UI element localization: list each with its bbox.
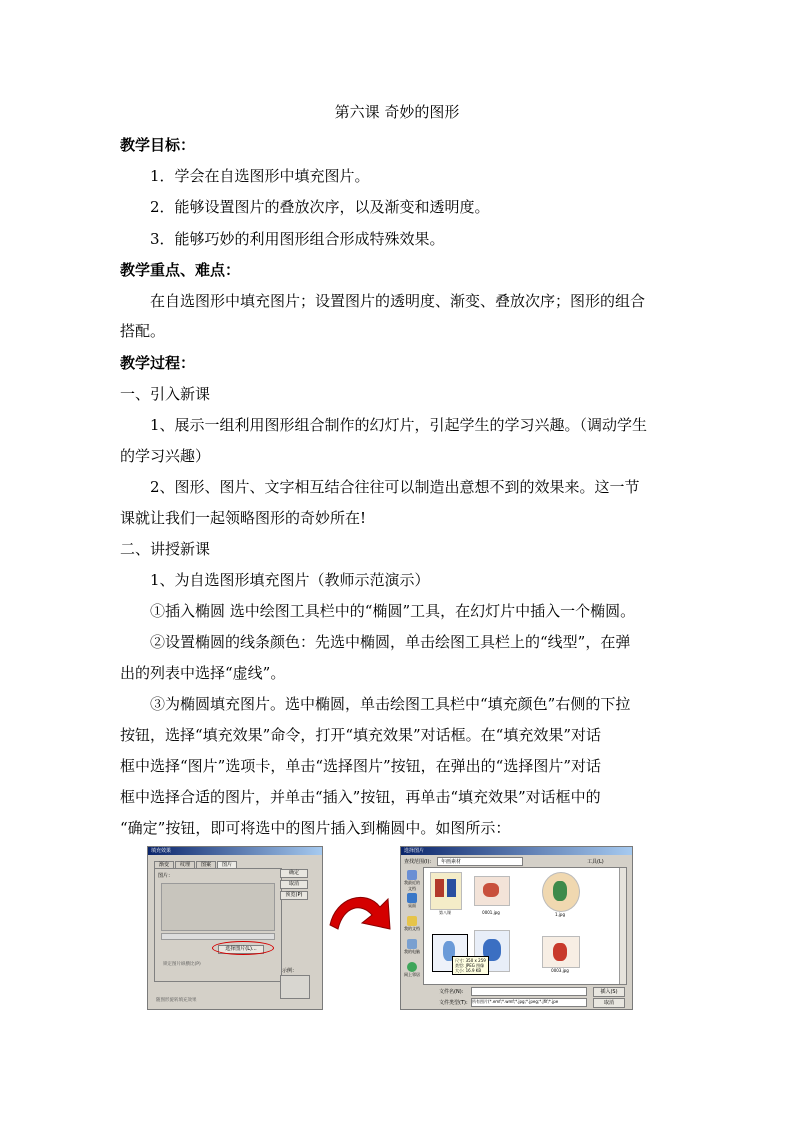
select-cancel-button[interactable]: 取消 — [593, 998, 625, 1008]
image-thumbnail-0003[interactable] — [542, 936, 580, 968]
picture-tab-panel — [154, 868, 282, 982]
filetype-label: 文件类型(T): — [439, 1000, 468, 1006]
place-recent[interactable]: 我最近的文档 — [403, 870, 421, 892]
lookin-value: 年画素材 — [441, 859, 462, 865]
sample-preview — [280, 975, 310, 999]
rotate-with-shape-checkbox[interactable]: 随图形旋转填充效果 — [156, 998, 197, 1003]
keypoints-text-1: 在自选图形中填充图片；设置图片的透明度、渐变、叠放次序；图形的组合 — [150, 292, 646, 310]
picture-label: 图片： — [158, 873, 174, 879]
folder-thumbnail[interactable] — [430, 872, 462, 910]
section-1-heading: 一、引入新课 — [120, 385, 211, 403]
lock-aspect-checkbox[interactable]: 锁定图片纵横比(P) — [163, 962, 201, 967]
tab-pattern[interactable]: 图案 — [196, 861, 216, 869]
filetype-value: 所有图片(*.emf;*.wmf;*.jpg;*.jpeg;*.jfif;*.jpe — [472, 999, 559, 1004]
file-label-3: 1.jpg — [554, 912, 565, 917]
my-documents-icon — [407, 916, 417, 926]
highlight-oval — [212, 941, 274, 955]
select-dialog-titlebar: 选择图片 — [401, 847, 632, 855]
desktop-icon — [407, 893, 417, 903]
place-my-computer[interactable]: 我的电脑 — [403, 939, 421, 961]
subheading-1: 1、为自选图形填充图片（教师示范演示） — [150, 571, 430, 589]
paragraph-1-line-1: 1、展示一组利用图形组合制作的幻灯片，引起学生的学习兴趣。（调动学生 — [150, 416, 648, 434]
lookin-select[interactable] — [437, 857, 523, 866]
my-computer-icon — [407, 939, 417, 949]
cancel-button[interactable]: 取消 — [280, 880, 308, 889]
tab-texture[interactable]: 纹理 — [175, 861, 195, 869]
picture-name-field — [161, 933, 275, 940]
keypoints-text-2: 搭配。 — [120, 322, 166, 340]
ok-button[interactable]: 确定 — [280, 869, 308, 878]
place-network[interactable]: 网上邻居 — [403, 962, 421, 984]
lesson-title: 第六课 奇妙的图形 — [334, 103, 460, 121]
fill-dialog-titlebar: 填充效果 — [148, 847, 322, 855]
step-1: ①插入椭圆 选中绘图工具栏中的“椭圆”工具，在幻灯片中插入一个椭圆。 — [150, 602, 636, 620]
step-3-line-3: 框中选择“图片”选项卡，单击“选择图片”按钮，在弹出的“选择图片”对话 — [120, 757, 602, 775]
filename-label: 文件名(N): — [439, 989, 464, 995]
fill-effects-dialog-screenshot — [147, 846, 323, 1010]
file-info-tooltip: 尺寸: 350 x 259 类型: JPEG 图像 大小: 16.9 KB — [452, 956, 489, 975]
sample-label: 示例： — [282, 968, 298, 974]
file-label-2: 0001.jpg — [482, 910, 500, 915]
step-3-line-1: ③为椭圆填充图片。选中椭圆，单击绘图工具栏中“填充颜色”右侧的下拉 — [150, 695, 631, 713]
step-2-line-1: ②设置椭圆的线条颜色：先选中椭圆，单击绘图工具栏上的“线型”，在弹 — [150, 633, 631, 651]
step-3-line-4: 框中选择合适的图片，并单击“插入”按钮，再单击“填充效果”对话框中的 — [120, 788, 601, 806]
step-3-line-2: 按钮，选择“填充效果”命令，打开“填充效果”对话框。在“填充效果”对话 — [120, 726, 602, 744]
tab-gradient[interactable]: 渐变 — [154, 861, 174, 869]
keypoints-heading: 教学重点、难点： — [120, 261, 241, 279]
select-picture-dialog-screenshot — [400, 846, 633, 1010]
select-picture-button[interactable]: 选择图片(L)... — [218, 945, 264, 954]
file-list-scrollbar[interactable] — [619, 868, 626, 984]
insert-button[interactable]: 插入(S) — [593, 987, 625, 997]
paragraph-1-line-2: 的学习兴趣） — [120, 447, 211, 465]
tab-picture[interactable]: 图片 — [217, 861, 237, 869]
filename-input[interactable] — [471, 987, 587, 996]
place-desktop[interactable]: 桌面 — [403, 893, 421, 915]
paragraph-2-line-2: 课就让我们一起领略图形的奇妙所在! — [120, 509, 367, 527]
process-heading: 教学过程： — [120, 354, 196, 372]
paragraph-2-line-1: 2、图形、图片、文字相互结合往往可以制造出意想不到的效果来。这一节 — [150, 478, 640, 496]
preview-button[interactable]: 预览(P) — [280, 891, 308, 900]
filetype-select[interactable] — [471, 998, 587, 1007]
objectives-heading: 教学目标： — [120, 136, 196, 154]
step-2-line-2: 出的列表中选择“虚线”。 — [120, 664, 286, 682]
image-thumbnail-0001[interactable] — [474, 876, 510, 906]
image-thumbnail-1[interactable] — [542, 872, 580, 912]
recent-docs-icon — [407, 870, 417, 880]
file-label-1: 第八课 — [439, 910, 451, 915]
objective-2: 2．能够设置图片的叠放次序，以及渐变和透明度。 — [150, 198, 490, 216]
tools-menu[interactable]: 工具(L) — [587, 859, 604, 865]
place-my-documents[interactable]: 我的文档 — [403, 916, 421, 938]
step-3-line-5: “确定”按钮，即可将选中的图片插入到椭圆中。如图所示： — [120, 819, 511, 837]
file-list — [423, 867, 627, 985]
network-icon — [407, 962, 417, 972]
objective-1: 1．学会在自选图形中填充图片。 — [150, 167, 370, 185]
places-sidebar — [403, 869, 421, 984]
section-2-heading: 二、讲授新课 — [120, 540, 211, 558]
red-arrow-icon — [326, 885, 396, 945]
objective-3: 3．能够巧妙的利用图形组合形成特殊效果。 — [150, 230, 445, 248]
file-label-4: 0003.jpg — [551, 968, 569, 973]
picture-preview-area — [161, 883, 275, 931]
lookin-label: 查找范围(I): — [404, 859, 432, 865]
